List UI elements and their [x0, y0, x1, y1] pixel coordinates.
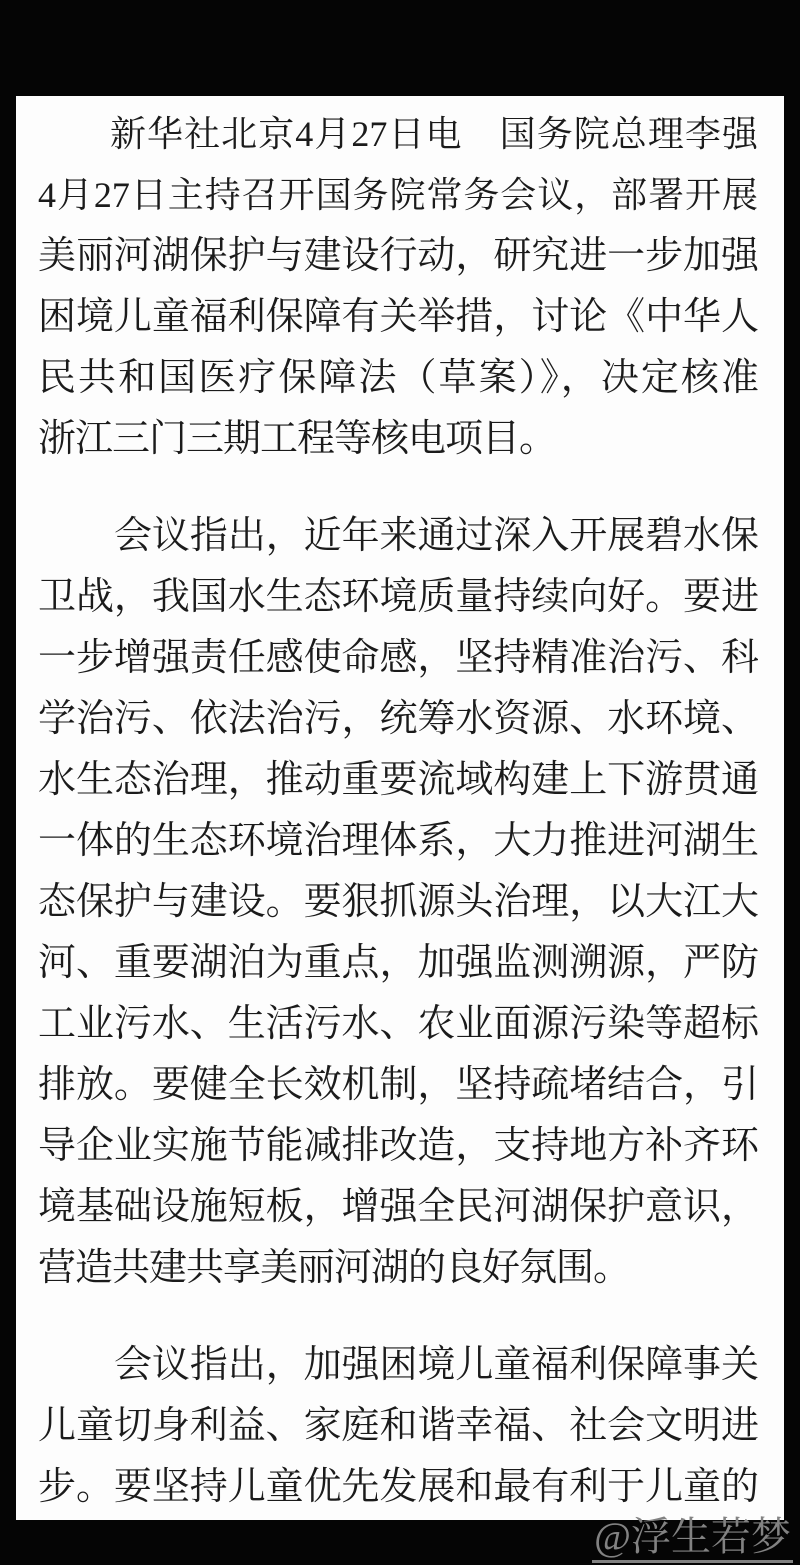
article-line: 学治污、依法治污，统筹水资源、水环境、	[38, 698, 758, 740]
article-line: 水生态治理，推动重要流域构建上下游贯通	[38, 759, 758, 801]
article-body	[38, 104, 758, 1518]
article-line: 河、重要湖泊为重点，加强监测溯源，严防	[38, 942, 758, 984]
article-line: 境基础设施短板，增强全民河湖保护意识，	[38, 1186, 758, 1228]
article-line: 儿童切身利益、家庭和谐幸福、社会文明进	[38, 1405, 758, 1447]
paragraph	[38, 506, 758, 1299]
article-line: 态保护与建设。要狠抓源头治理，以大江大	[38, 881, 758, 923]
article-line: 导企业实施节能减排改造，支持地方补齐环	[38, 1125, 758, 1167]
article-line: 困境儿童福利保障有关举措，讨论《中华人	[38, 296, 758, 338]
article-line: 排放。要健全长效机制，坚持疏堵结合，引	[38, 1064, 758, 1106]
article-line: 新华社北京4月27日电 国务院总理李强	[110, 114, 758, 154]
article-line: 工业污水、生活污水、农业面源污染等超标	[38, 1003, 758, 1045]
author-watermark: @浮生若梦	[592, 1517, 793, 1563]
paragraph	[38, 1335, 758, 1518]
article-line: 会议指出，加强困境儿童福利保障事关	[114, 1344, 758, 1386]
article-line: 一体的生态环境治理体系，大力推进河湖生	[38, 820, 758, 862]
article-line: 步。要坚持儿童优先发展和最有利于儿童的	[38, 1466, 758, 1508]
article-line: 会议指出，近年来通过深入开展碧水保	[114, 515, 758, 557]
article-card	[16, 96, 784, 1520]
article-line: 营造共建共享美丽河湖的良好氛围。	[38, 1247, 631, 1289]
article-line: 4月27日主持召开国务院常务会议，部署开展	[38, 175, 758, 215]
article-line: 美丽河湖保护与建设行动，研究进一步加强	[38, 235, 758, 277]
paragraph	[38, 104, 758, 470]
article-line: 卫战，我国水生态环境质量持续向好。要进	[38, 576, 758, 618]
article-line: 一步增强责任感使命感，坚持精准治污、科	[38, 637, 758, 679]
article-line: 民共和国医疗保障法（草案）》，决定核准	[38, 357, 758, 399]
article-line: 浙江三门三期工程等核电项目。	[38, 418, 557, 460]
